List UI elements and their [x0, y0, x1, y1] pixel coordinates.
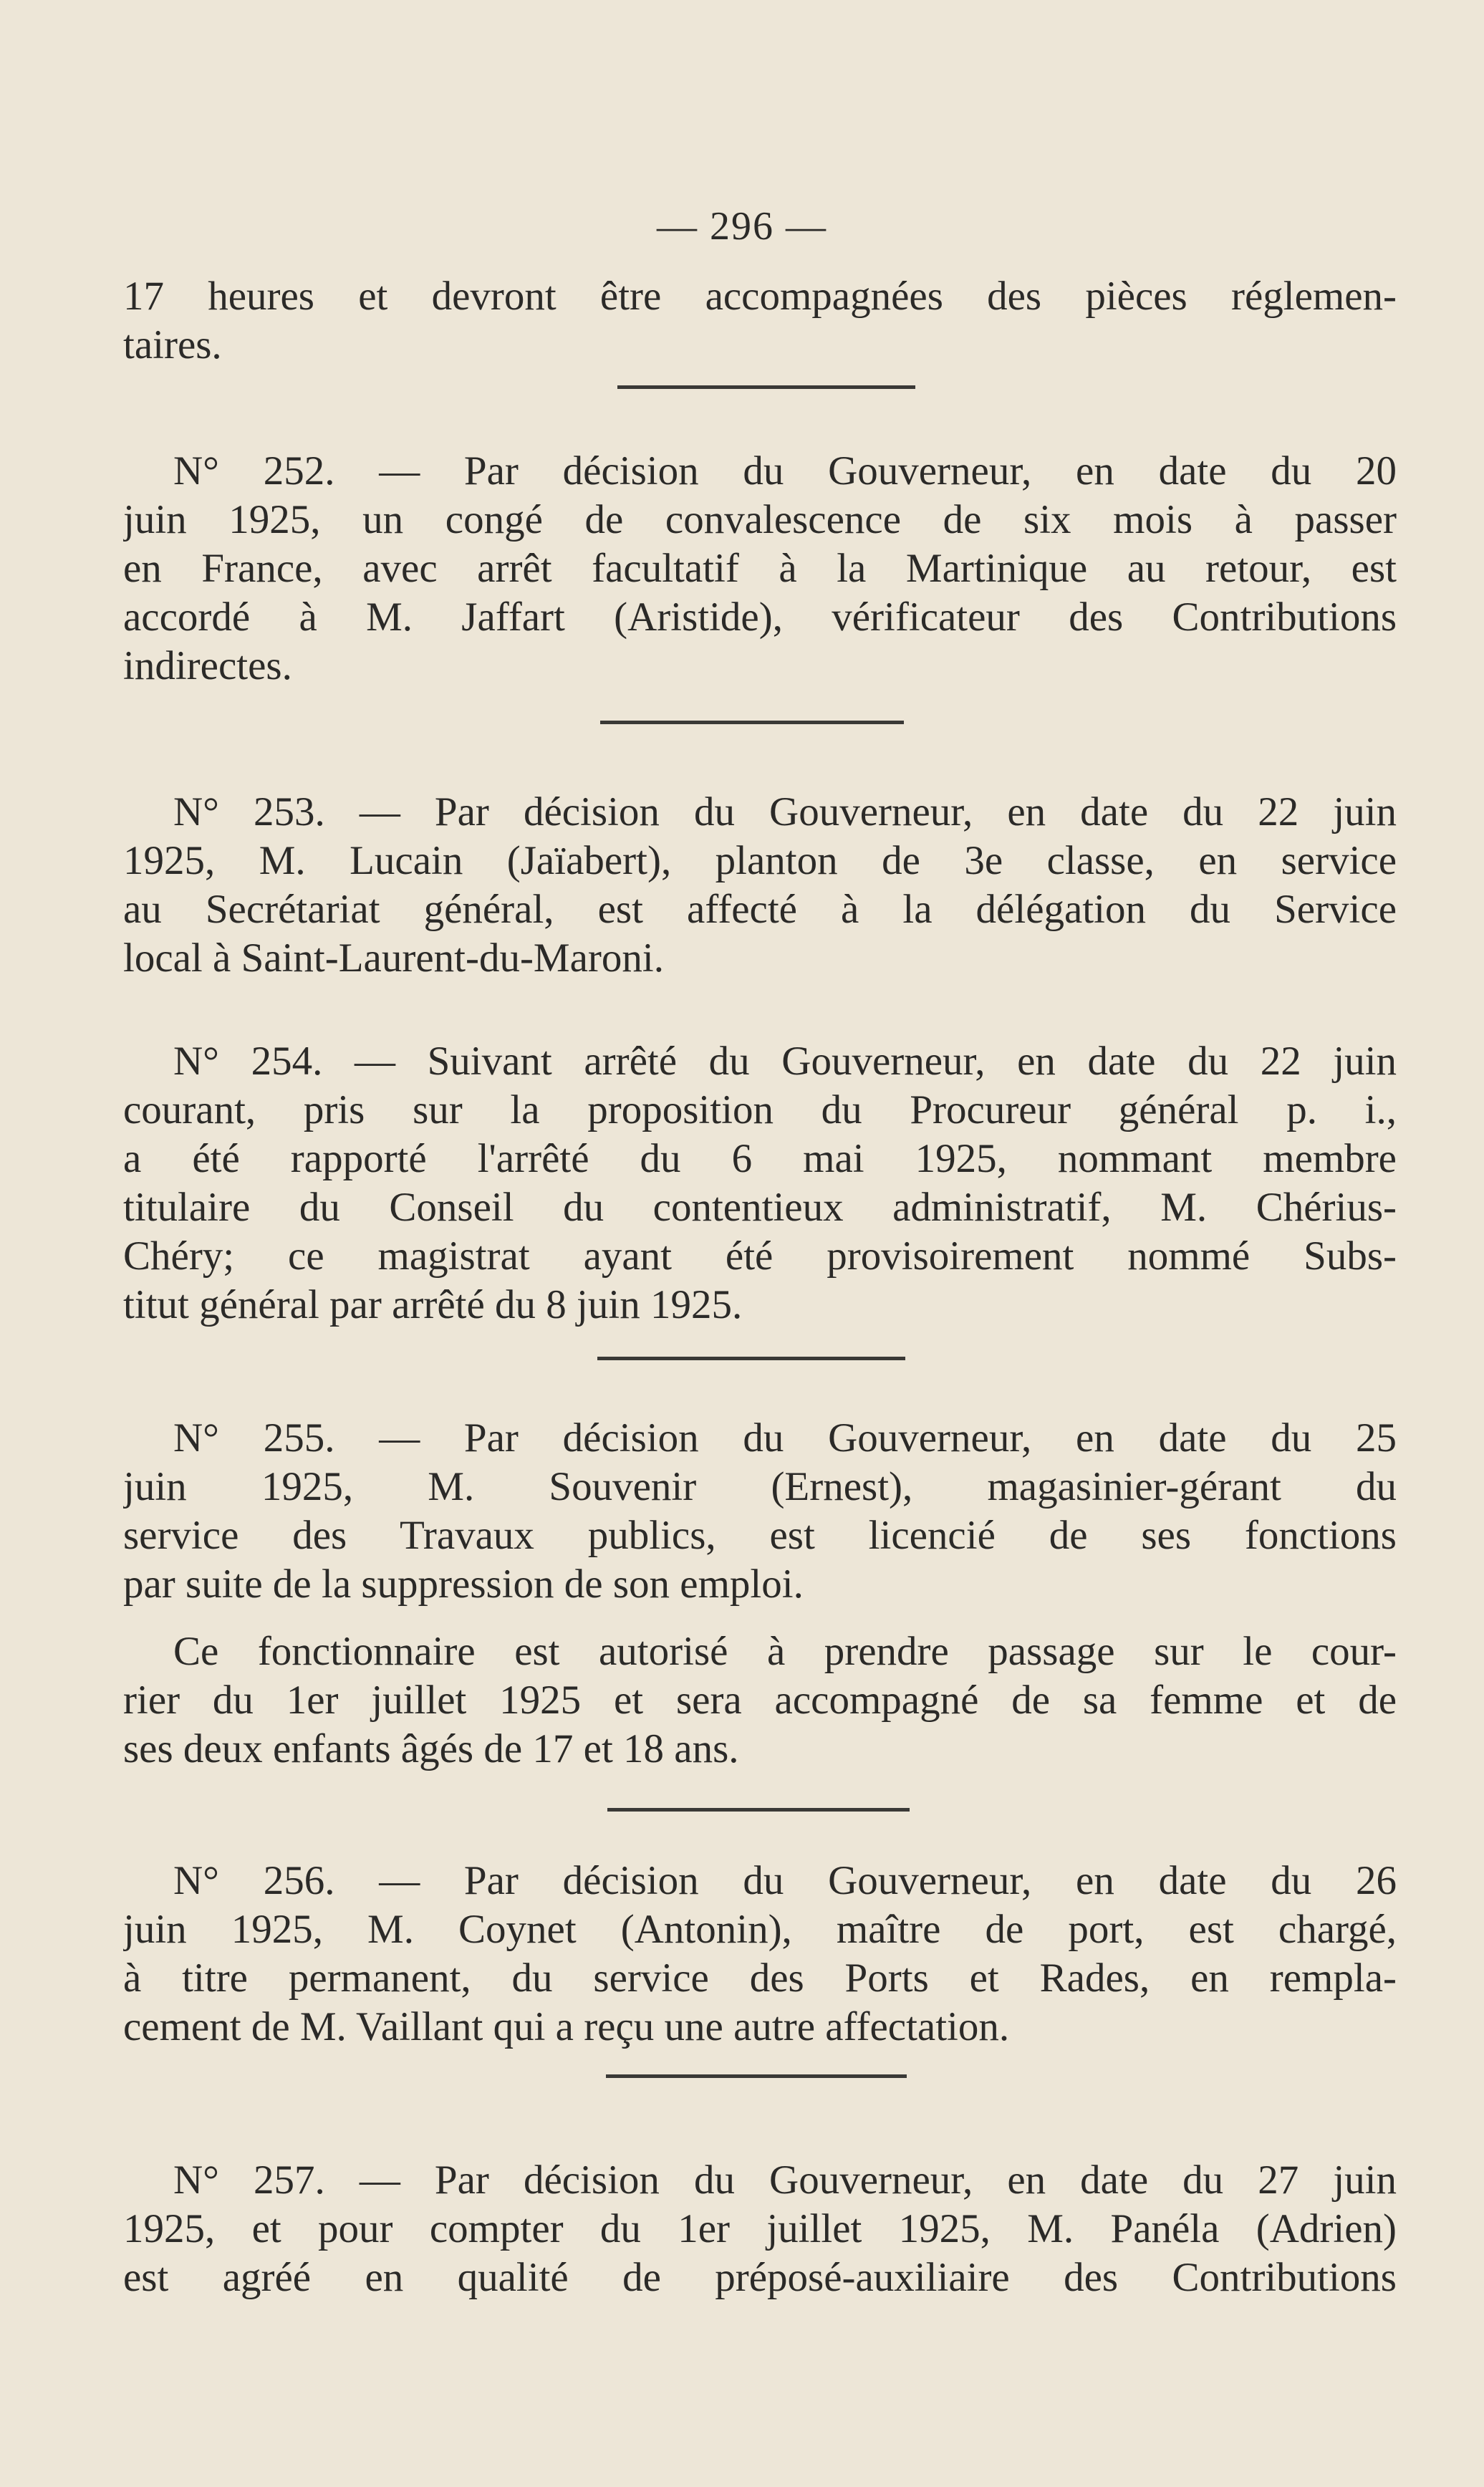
text-line: service des Travaux publics, est licencié de ses fonctions	[123, 1513, 1397, 1558]
text-line: ses deux enfants âgés de 17 et 18 ans.	[123, 1726, 739, 1771]
paragraph-decision-257	[123, 2156, 1397, 2302]
text-line: 1925, M. Lucain (Jaïabert), planton de 3e classe, en service	[123, 838, 1397, 883]
text-line: N° 252. — Par décision du Gouverneur, en date du 20	[173, 448, 1397, 494]
paragraph-decision-254	[123, 1037, 1397, 1329]
separator-rule	[606, 2074, 907, 2078]
text-line: par suite de la suppression de son emploi.	[123, 1562, 804, 1607]
text-line: juin 1925, M. Souvenir (Ernest), magasinier-gérant du	[123, 1464, 1397, 1509]
text-line: N° 257. — Par décision du Gouverneur, en date du 27 juin	[173, 2158, 1397, 2203]
text-line: local à Saint-Laurent-du-Maroni.	[123, 935, 664, 981]
text-line: courant, pris sur la proposition du Procureur général p. i.,	[123, 1087, 1397, 1132]
text-line: taires.	[123, 322, 222, 367]
separator-rule	[617, 385, 915, 389]
paragraph-decision-253	[123, 788, 1397, 983]
paragraph-decision-252	[123, 447, 1397, 691]
paragraph-decision-255-followup	[123, 1627, 1397, 1774]
text-line: à titre permanent, du service des Ports et Rades, en rempla-	[123, 1956, 1397, 2001]
text-line: 17 heures et devront être accompagnées des pièces réglemen-	[123, 274, 1397, 319]
text-line: est agréé en qualité de préposé-auxiliaire des Contributions	[123, 2255, 1397, 2300]
text-line: a été rapporté l'arrêté du 6 mai 1925, nommant membre	[123, 1136, 1397, 1181]
text-line: accordé à M. Jaffart (Aristide), vérificateur des Contributions	[123, 595, 1397, 640]
text-line: en France, avec arrêt facultatif à la Martinique au retour, est	[123, 546, 1397, 591]
text-line: N° 255. — Par décision du Gouverneur, en date du 25	[173, 1415, 1397, 1461]
text-line: au Secrétariat général, est affecté à la délégation du Service	[123, 887, 1397, 932]
text-line: juin 1925, un congé de convalescence de six mois à passer	[123, 497, 1397, 542]
text-line: rier du 1er juillet 1925 et sera accompagné de sa femme et de	[123, 1678, 1397, 1723]
text-line: Ce fonctionnaire est autorisé à prendre passage sur le cour-	[173, 1629, 1397, 1674]
text-line: titulaire du Conseil du contentieux administratif, M. Chérius-	[123, 1185, 1397, 1230]
separator-rule	[600, 721, 904, 724]
text-line: cement de M. Vaillant qui a reçu une autre affectation.	[123, 2004, 1010, 2049]
text-line: N° 253. — Par décision du Gouverneur, en date du 22 juin	[173, 789, 1397, 834]
paragraph-continuation	[123, 272, 1397, 370]
text-line: titut général par arrêté du 8 juin 1925.	[123, 1282, 743, 1327]
separator-rule	[597, 1357, 905, 1360]
paragraph-decision-256	[123, 1857, 1397, 2051]
text-line: 1925, et pour compter du 1er juillet 1925, M. Panéla (Adrien)	[123, 2206, 1397, 2251]
text-line: indirectes.	[123, 643, 292, 688]
text-line: N° 254. — Suivant arrêté du Gouverneur, en date du 22 juin	[173, 1039, 1397, 1084]
separator-rule	[607, 1808, 910, 1812]
text-line: N° 256. — Par décision du Gouverneur, en date du 26	[173, 1858, 1397, 1903]
paragraph-decision-255	[123, 1414, 1397, 1609]
text-line: juin 1925, M. Coynet (Antonin), maître de port, est chargé,	[123, 1907, 1397, 1952]
page-number: — 296 —	[657, 204, 827, 249]
text-line: Chéry; ce magistrat ayant été provisoirement nommé Subs-	[123, 1233, 1397, 1279]
